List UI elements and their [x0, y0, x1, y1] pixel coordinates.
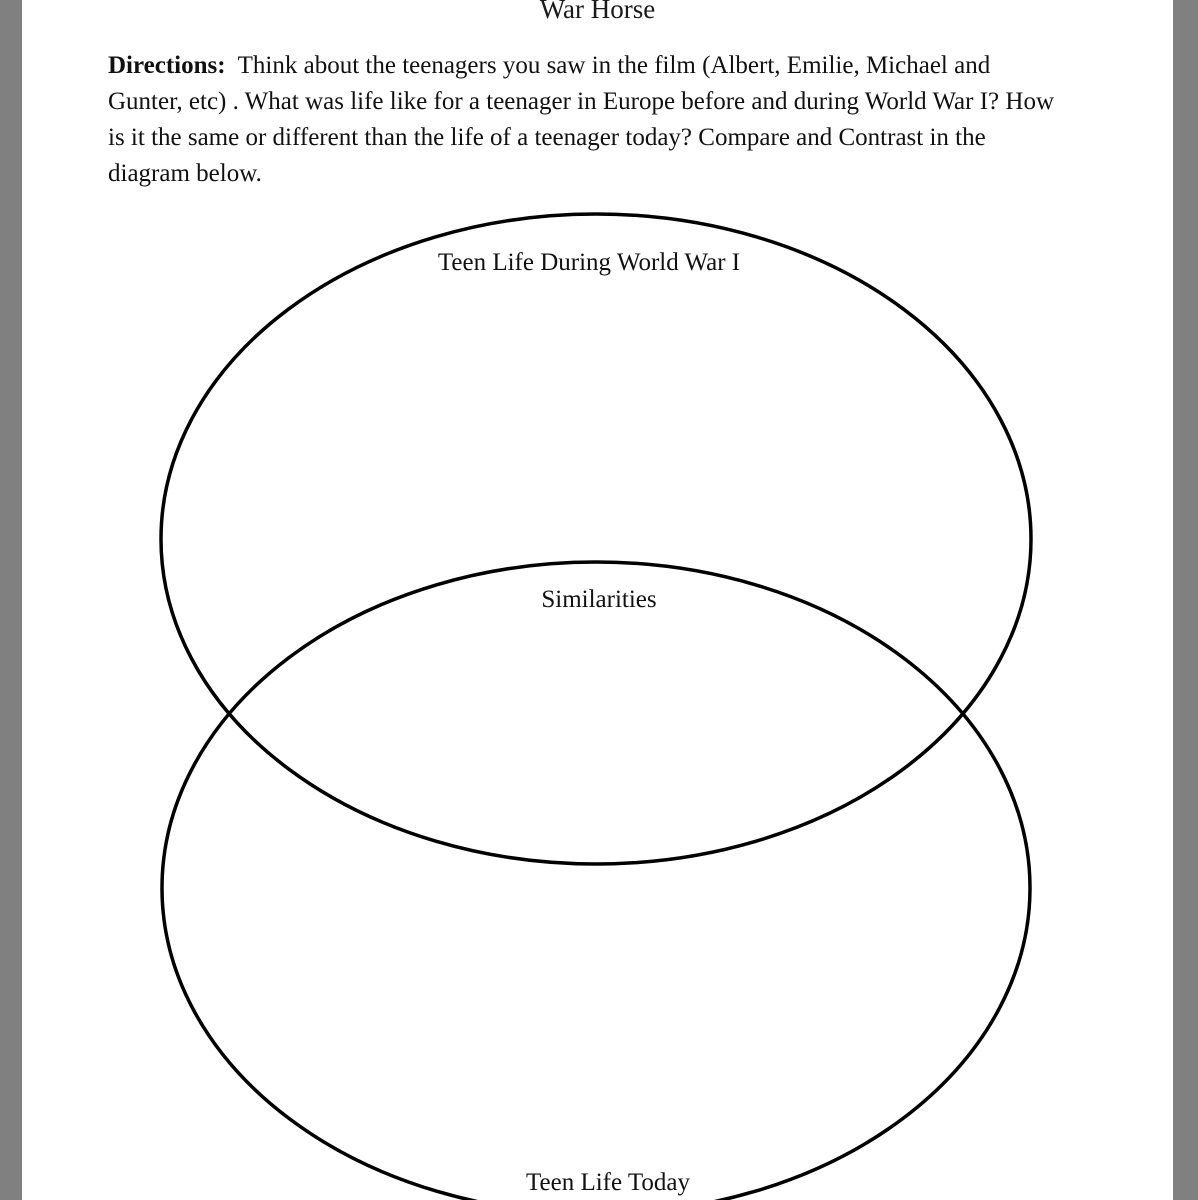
- worksheet-title: War Horse: [539, 0, 656, 24]
- worksheet-page: [22, 0, 1173, 1200]
- venn-overlap-label: Similarities: [541, 586, 657, 613]
- directions-label: Directions:: [108, 52, 226, 79]
- venn-diagram: [22, 0, 1173, 1200]
- venn-bottom-label: Teen Life Today: [525, 1169, 691, 1196]
- venn-top-ellipse: [161, 214, 1031, 864]
- venn-bottom-ellipse: [162, 562, 1030, 1200]
- venn-top-label: Teen Life During World War I: [437, 249, 741, 276]
- directions-text: Think about the teenagers you saw in the film (Albert, Emilie, Michael and Gunter, etc) . What was life like for a teenager in Europe before and during World War I? How is it the same or different than the life of a teenager today? Compare and Contrast in the diagram below.: [108, 52, 1055, 187]
